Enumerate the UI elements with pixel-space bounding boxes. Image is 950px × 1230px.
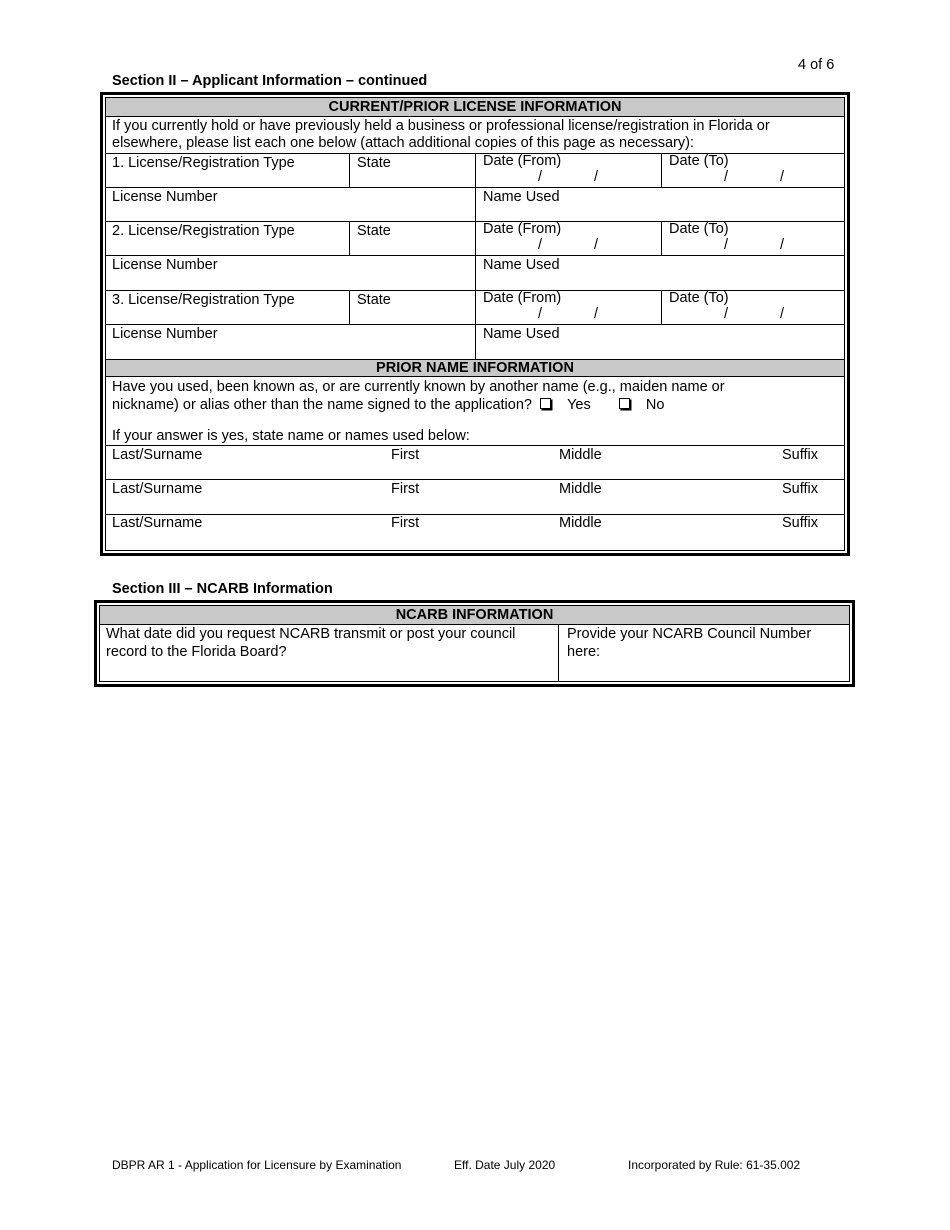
state-label[interactable]: State [357, 155, 391, 171]
section-2-title: Section II – Applicant Information – continued [112, 73, 428, 89]
date-separator: / [538, 169, 543, 185]
state-label[interactable]: State [357, 223, 391, 239]
prior-name-question-text: nickname) or alias other than the name signed to the application? [112, 397, 532, 413]
prior-name-header: PRIOR NAME INFORMATION [106, 359, 844, 377]
license-type-label[interactable]: 2. License/Registration Type [112, 223, 295, 239]
date-separator: / [594, 169, 599, 185]
name-used-label[interactable]: Name Used [483, 326, 560, 342]
license-type-label[interactable]: 3. License/Registration Type [112, 292, 295, 308]
date-separator: / [538, 306, 543, 322]
license-number-label[interactable]: License Number [112, 257, 218, 273]
license-number-label[interactable]: License Number [112, 189, 218, 205]
suffix-label[interactable]: Suffix [782, 515, 819, 531]
prior-name-question-line-1: Have you used, been known as, or are currently known by another name (e.g., maiden name or [112, 379, 725, 395]
middle-name-label[interactable]: Middle [559, 515, 602, 531]
name-used-label[interactable]: Name Used [483, 257, 560, 273]
last-name-label[interactable]: Last/Surname [112, 515, 203, 531]
first-name-label[interactable]: First [391, 515, 420, 531]
footer-eff-date: Eff. Date July 2020 [454, 1158, 556, 1172]
date-from-label[interactable]: Date (From) [483, 221, 562, 237]
ncarb-date-question-line-1[interactable]: What date did you request NCARB transmit or post your council [106, 626, 516, 642]
footer-form-title: DBPR AR 1 - Application for Licensure by Examination [112, 1158, 402, 1172]
ncarb-number-question-line-1[interactable]: Provide your NCARB Council Number [567, 626, 812, 642]
license-number-label[interactable]: License Number [112, 326, 218, 342]
first-name-label[interactable]: First [391, 481, 420, 497]
license-type-label[interactable]: 1. License/Registration Type [112, 155, 295, 171]
date-from-label[interactable]: Date (From) [483, 153, 562, 169]
date-to-label[interactable]: Date (To) [669, 221, 729, 237]
suffix-label[interactable]: Suffix [782, 447, 819, 463]
yes-checkbox[interactable] [540, 398, 551, 409]
prior-name-instructions: If your answer is yes, state name or names used below: [112, 428, 470, 444]
name-used-label[interactable]: Name Used [483, 189, 560, 205]
last-name-label[interactable]: Last/Surname [112, 481, 203, 497]
ncarb-info-header: NCARB INFORMATION [100, 606, 849, 625]
no-label: No [645, 397, 665, 413]
date-to-label[interactable]: Date (To) [669, 290, 729, 306]
last-name-label[interactable]: Last/Surname [112, 447, 203, 463]
license-intro-line-1: If you currently hold or have previously held a business or professional license/registration in Florida or [112, 118, 770, 134]
middle-name-label[interactable]: Middle [559, 447, 602, 463]
yes-label: Yes [567, 397, 591, 413]
date-separator: / [724, 306, 729, 322]
license-info-header: CURRENT/PRIOR LICENSE INFORMATION [106, 98, 844, 117]
no-checkbox[interactable] [619, 398, 630, 409]
date-from-label[interactable]: Date (From) [483, 290, 562, 306]
section-3-title: Section III – NCARB Information [112, 581, 333, 597]
state-label[interactable]: State [357, 292, 391, 308]
ncarb-date-question-line-2[interactable]: record to the Florida Board? [106, 644, 287, 660]
date-separator: / [594, 306, 599, 322]
first-name-label[interactable]: First [391, 447, 420, 463]
page-number: 4 of 6 [798, 57, 835, 73]
suffix-label[interactable]: Suffix [782, 481, 819, 497]
date-separator: / [724, 169, 729, 185]
prior-name-question-line-2 [112, 397, 664, 414]
date-separator: / [724, 237, 729, 253]
license-intro-line-2: elsewhere, please list each one below (attach additional copies of this page as necessary): [112, 135, 694, 151]
date-to-label[interactable]: Date (To) [669, 153, 729, 169]
date-separator: / [780, 169, 785, 185]
ncarb-number-question-line-2[interactable]: here: [567, 644, 601, 660]
date-separator: / [594, 237, 599, 253]
date-separator: / [538, 237, 543, 253]
middle-name-label[interactable]: Middle [559, 481, 602, 497]
date-separator: / [780, 237, 785, 253]
footer-rule: Incorporated by Rule: 61-35.002 [628, 1158, 801, 1172]
date-separator: / [780, 306, 785, 322]
